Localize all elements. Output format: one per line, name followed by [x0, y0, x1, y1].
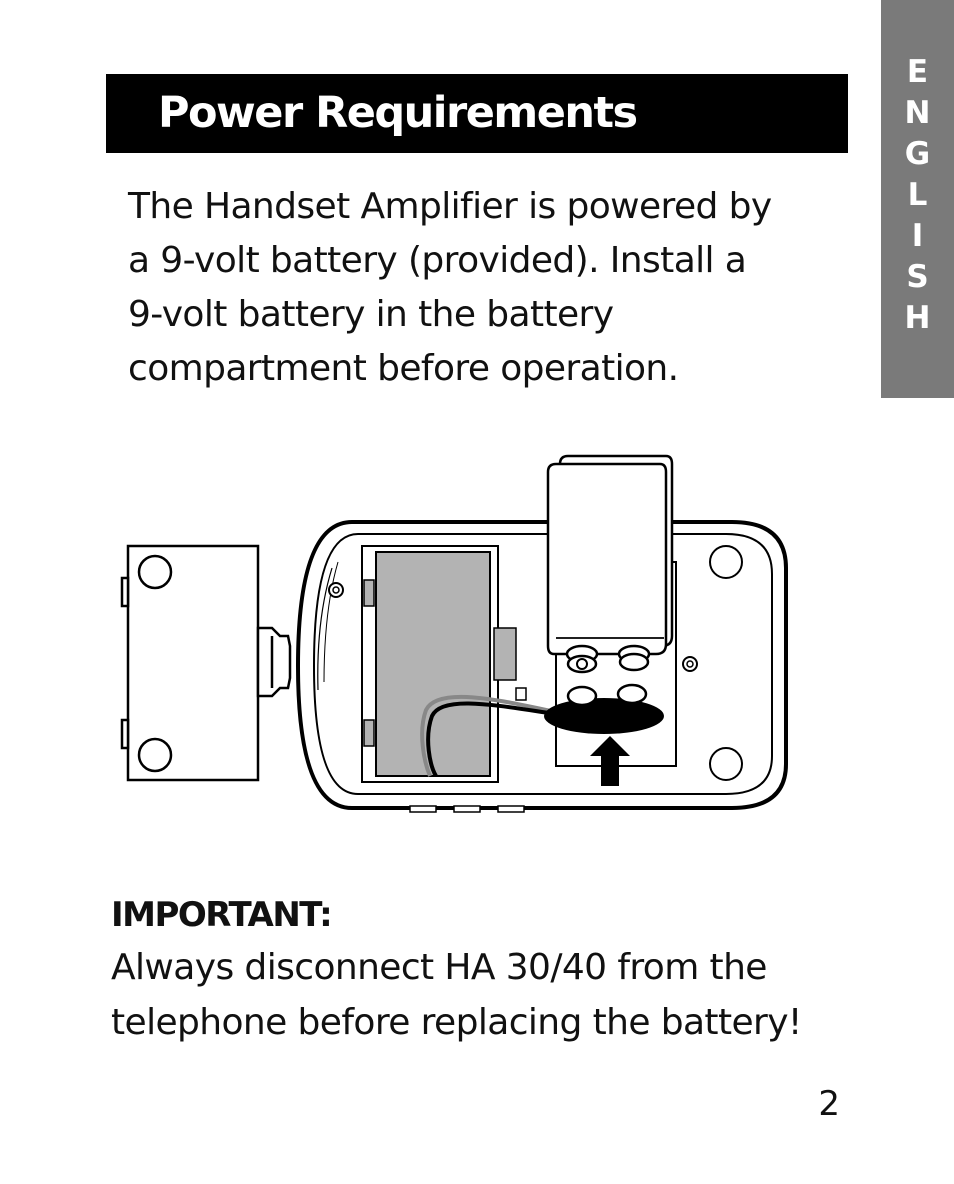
language-tab-letters	[881, 52, 954, 339]
important-line: Always disconnect HA 30/40 from the	[111, 947, 767, 988]
page-number: 2	[818, 1084, 840, 1124]
nine-volt-battery	[548, 456, 672, 672]
language-tab-letter: I	[911, 218, 924, 254]
intro-paragraph	[128, 180, 828, 396]
heading-bar	[106, 74, 848, 153]
language-tab-letter: G	[904, 136, 931, 172]
important-label: IMPORTANT:	[111, 895, 332, 935]
important-line: telephone before replacing the battery!	[111, 1002, 802, 1043]
language-tab-letter: N	[904, 95, 931, 131]
intro-line: a 9-volt battery (provided). Install a	[128, 240, 747, 281]
important-notice	[111, 890, 841, 1050]
page-title: Power Requirements	[158, 88, 637, 138]
language-tab-letter: H	[904, 300, 931, 336]
intro-line: The Handset Amplifier is powered by	[128, 186, 772, 227]
battery-installation-diagram	[120, 450, 800, 820]
language-tab-letter: S	[906, 259, 929, 295]
intro-line: 9-volt battery in the battery	[128, 294, 614, 335]
language-tab-english	[881, 0, 954, 398]
language-tab-letter: L	[907, 177, 928, 213]
battery-cover	[122, 546, 290, 780]
intro-line: compartment before operation.	[128, 348, 679, 389]
battery-diagram-svg	[120, 450, 800, 820]
language-tab-letter: E	[906, 54, 929, 90]
